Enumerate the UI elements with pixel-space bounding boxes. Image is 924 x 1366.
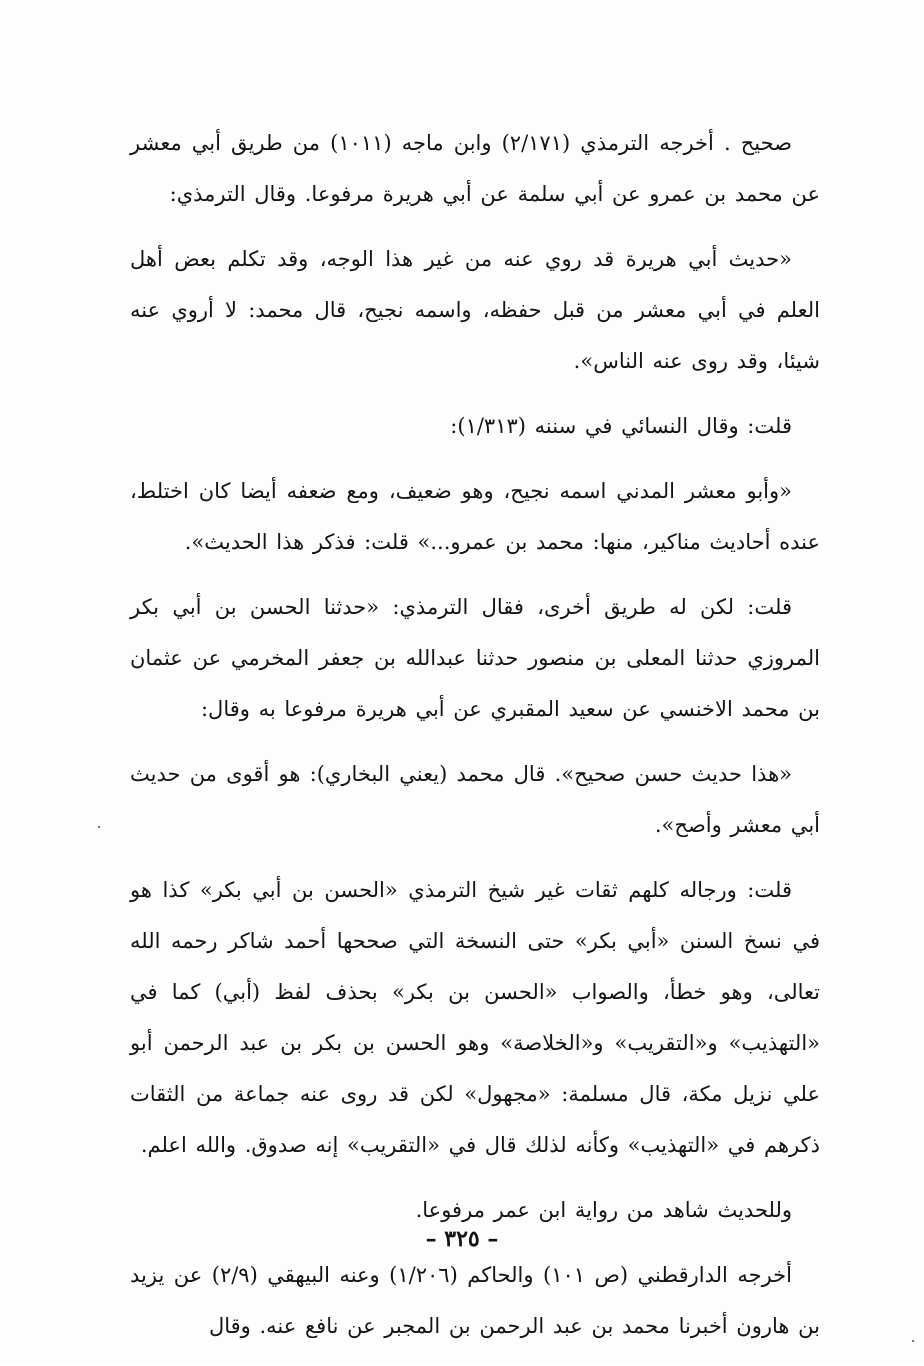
paragraph-witness-report: وللحديث شاهد من رواية ابن عمر مرفوعا.: [415, 1198, 792, 1222]
paragraph-tirmidhi-quote: «حديث أبي هريرة قد روي عنه من غير هذا الوجه، وقد تكلم بعض أهل العلم في أبي معشر من قبل حفظه، واسمه نجيح، قال محمد: لا أروي عنه شيئا، وقد روى عنه الناس».: [130, 247, 820, 373]
paragraph-daraqutni-source: أخرجه الدارقطني (ص ١٠١) والحاكم (١/٢٠٦) وعنه البيهقي (٢/٩) عن يزيد بن هارون أخبرنا محمد بن عبد الرحمن بن المجبر عن نافع عنه. وقال: [130, 1263, 820, 1338]
page-body: [130, 118, 820, 1366]
paragraph-second-chain: قلت: لكن له طريق أخرى، فقال الترمذي: «حدثنا الحسن بن أبي بكر المروزي حدثنا المعلى بن منصور حدثنا عبدالله بن جعفر المخرمي عن عثمان بن محمد الاخنسي عن سعيد المقبري عن أبي هريرة مرفوعا به وقال:: [130, 595, 820, 721]
paragraph-narrators-note: قلت: ورجاله كلهم ثقات غير شيخ الترمذي «الحسن بن أبي بكر» كذا هو في نسخ السنن «أبي بكر» حتى النسخة التي صححها أحمد شاكر رحمه الله تعالى، وهو خطأ، والصواب «الحسن بن بكر» بحذف لفظ (أبي) كما في «التهذيب» و«التقريب» و«الخلاصة» وهو الحسن بن بكر بن عبد الرحمن أبو علي نزيل مكة، قال مسلمة: «مجهول» لكن قد روى عنه جماعة من الثقات ذكرهم في «التهذيب» وكأنه لذلك قال في «التقريب» إنه صدوق. والله اعلم.: [130, 878, 820, 1157]
page-number: – ٣٢٥ –: [425, 1226, 499, 1252]
paragraph-nasai-intro: قلت: وقال النسائي في سننه (١/٣١٣):: [450, 414, 792, 438]
paragraph-nasai-quote: «وأبو معشر المدني اسمه نجيح، وهو ضعيف، ومع ضعفه أيضا كان اختلط، عنده أحاديث مناكير، منها: محمد بن عمرو...» قلت: فذكر هذا الحديث».: [130, 479, 820, 554]
scan-speck: [98, 826, 100, 828]
scan-speck: [912, 1340, 914, 1342]
paragraph-hadith-grading: صحيح . أخرجه الترمذي (٢/١٧١) وابن ماجه (١٠١١) من طريق أبي معشر عن محمد بن عمرو عن أبي سلمة عن أبي هريرة مرفوعا. وقال الترمذي:: [130, 131, 820, 206]
paragraph-bukhari-quote: «هذا حديث حسن صحيح». قال محمد (يعني البخاري): هو أقوى من حديث أبي معشر وأصح».: [130, 762, 820, 837]
